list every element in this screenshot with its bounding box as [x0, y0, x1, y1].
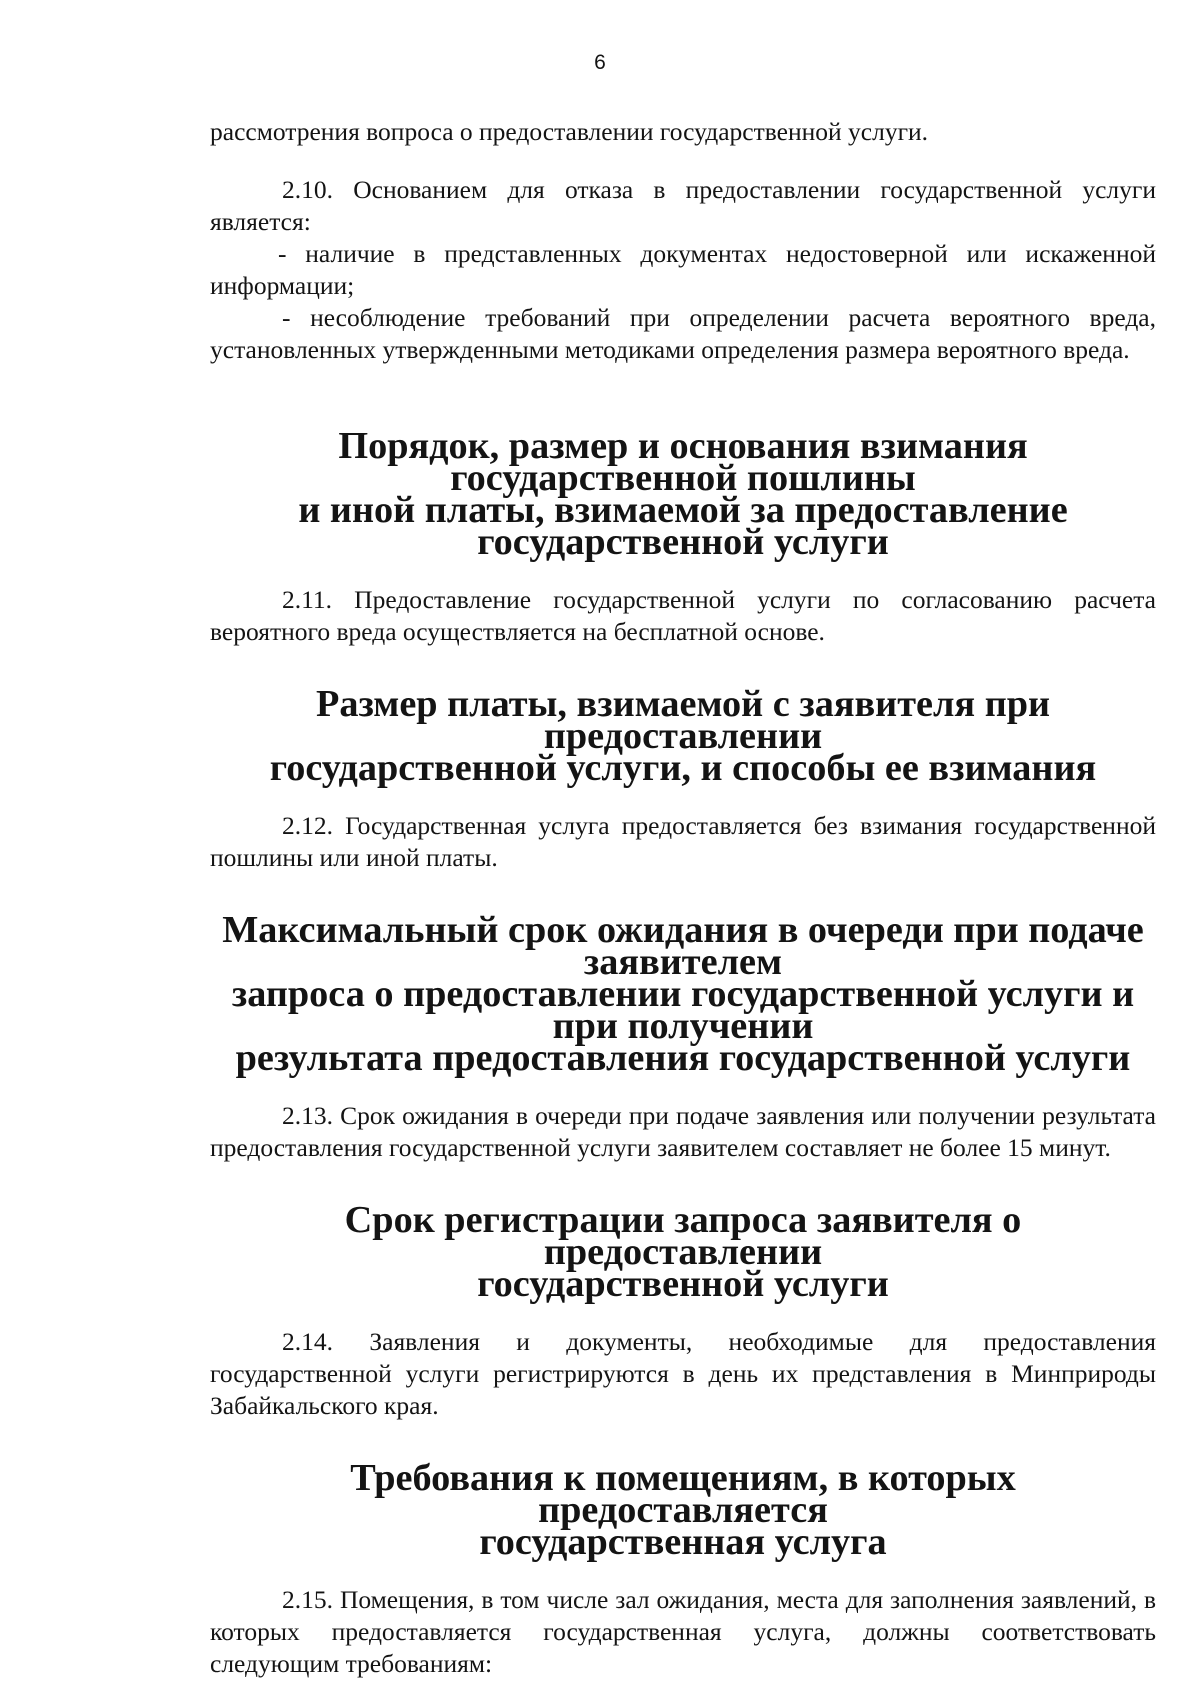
paragraph-2-10: 2.10. Основанием для отказа в предоставлении государственной услуги является:	[210, 175, 1156, 236]
paragraph-2-15: 2.15. Помещения, в том числе зал ожидания, места для заполнения заявлений, в которых предоставляется государственная услуга, должны соответствовать следующим требованиям:	[210, 1585, 1156, 1678]
document-body	[210, 116, 1156, 1680]
heading-line: государственная услуга	[479, 1521, 887, 1563]
heading-line: запроса о предоставлении государственной услуги и при получении	[231, 973, 1135, 1047]
list-item-noncompliance: - несоблюдение требований при определении расчета вероятного вреда, установленных утвержденными методиками определения размера вероятного вреда.	[210, 303, 1156, 364]
heading-line: Порядок, размер и основания взимания государственной пошлины	[338, 425, 1028, 499]
section-heading-premises-requirements	[210, 1457, 1156, 1563]
paragraph-2-9-continuation: рассмотрения вопроса о предоставлении государственной услуги.	[210, 117, 929, 146]
heading-line: Требования к помещениям, в которых предоставляется	[350, 1457, 1016, 1531]
heading-line: государственной услуги	[477, 1263, 889, 1305]
heading-line: Размер платы, взимаемой с заявителя при предоставлении	[315, 683, 1051, 757]
paragraph-2-11: 2.11. Предоставление государственной услуги по согласованию расчета вероятного вреда осуществляется на бесплатной основе.	[210, 585, 1156, 646]
section-heading-registration-time	[210, 1199, 1156, 1305]
list-item-inaccurate-info: - наличие в представленных документах недостоверной или искаженной информации;	[210, 239, 1156, 300]
paragraph-2-13: 2.13. Срок ожидания в очереди при подаче заявления или получении результата предоставления государственной услуги заявителем составляет не более 15 минут.	[210, 1101, 1156, 1162]
paragraph-2-12: 2.12. Государственная услуга предоставляется без взимания государственной пошлины или иной платы.	[210, 811, 1156, 872]
section-heading-fee-procedure	[210, 425, 1156, 563]
section-heading-fee-amount	[210, 683, 1156, 789]
section-heading-queue-time	[210, 909, 1156, 1079]
heading-line: Максимальный срок ожидания в очереди при подаче заявителем	[222, 909, 1144, 983]
page-number: 6	[594, 51, 606, 74]
heading-line: и иной платы, взимаемой за предоставление государственной услуги	[298, 489, 1068, 563]
heading-line: государственной услуги, и способы ее взимания	[269, 747, 1097, 789]
heading-line: Срок регистрации запроса заявителя о предоставлении	[344, 1199, 1022, 1273]
paragraph-2-14: 2.14. Заявления и документы, необходимые для предоставления государственной услуги регистрируются в день их представления в Минприроды Забайкальского края.	[210, 1327, 1156, 1420]
heading-line: результата предоставления государственной услуги	[235, 1037, 1131, 1079]
